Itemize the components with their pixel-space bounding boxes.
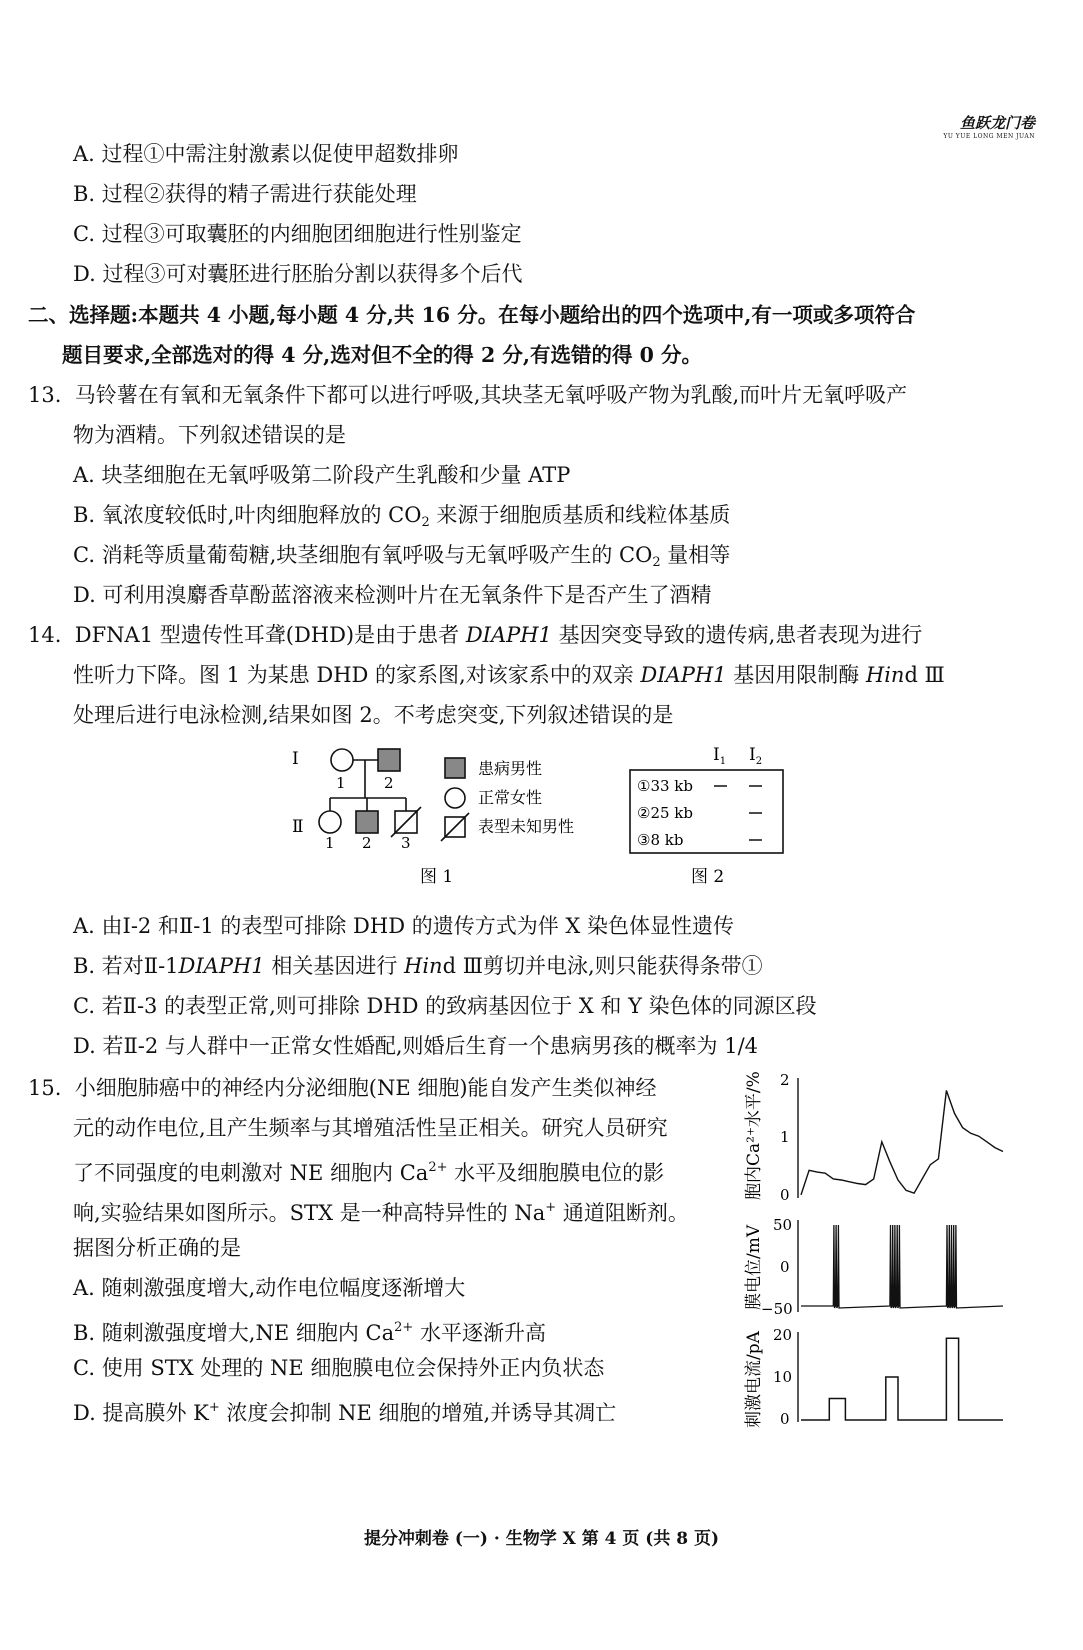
pedigree-i1-number: 1: [336, 774, 346, 792]
figure-2-caption: 图 2: [691, 867, 725, 887]
vm-chart-ylabel: 膜电位/mV: [744, 1224, 764, 1310]
q13-option-a: A. 块茎细胞在无氧呼吸第二阶段产生乳酸和少量 ATP: [73, 463, 571, 487]
generation-2-label: Ⅱ: [292, 817, 304, 837]
legend-unknown-male: 表型未知男性: [478, 817, 575, 836]
q15-stem-line5: 据图分析正确的是: [73, 1236, 241, 1260]
figure-1-caption: 图 1: [420, 867, 454, 887]
electrophoresis-figure: [625, 740, 795, 890]
q14-option-c: C. 若Ⅱ-3 的表型正常,则可排除 DHD 的致病基因位于 X 和 Y 染色体的同源区段: [73, 994, 817, 1018]
q12-option-b: B. 过程②获得的精子需进行获能处理: [73, 182, 417, 206]
q15-option-b: B. 随刺激强度增大,NE 细胞内 $Ca^{2+}$ 水平逐渐升高: [73, 1320, 546, 1345]
section-heading-line2: 题目要求,全部选对的得 4 分,选对但不全的得 2 分,有选错的得 0 分。: [62, 343, 703, 367]
q15-option-a: A. 随刺激强度增大,动作电位幅度逐渐增大: [73, 1276, 466, 1300]
pedigree-ii1-number: 1: [325, 834, 335, 852]
brand-logo: [943, 112, 1035, 140]
q15-stem-line4: 响,实验结果如图所示。STX 是一种高特异性的 Na+ 通道阻断剂。: [73, 1200, 689, 1225]
legend-affected-male-symbol: [445, 758, 465, 778]
q13-stem-line2: 物为酒精。下列叙述错误的是: [73, 423, 346, 447]
fig2-col1-header: $Ⅰ_1$: [713, 745, 727, 767]
vm-tick-0: 0: [780, 1258, 790, 1276]
pedigree-ii2-affected-male: [356, 811, 378, 833]
q13-option-d: D. 可利用溴麝香草酚蓝溶液来检测叶片在无氧条件下是否产生了酒精: [73, 583, 712, 607]
ca-chart-ylabel: 胞内Ca²⁺水平/%: [744, 1071, 764, 1200]
logo-subtext: YU YUE LONG MEN JUAN: [943, 133, 1035, 140]
pedigree-i2-affected-male: [378, 749, 400, 771]
q14-option-a: A. 由Ⅰ-2 和Ⅱ-1 的表型可排除 DHD 的遗传方式为伴 X 染色体显性遗传: [73, 914, 735, 938]
ca-level-line: [801, 1091, 1003, 1195]
pedigree-i1-female: [331, 749, 353, 771]
q12-option-c: C. 过程③可取囊胚的内细胞团细胞进行性别鉴定: [73, 222, 522, 246]
ca-tick-2: 2: [780, 1071, 790, 1089]
q14-option-d: D. 若Ⅱ-2 与人群中一正常女性婚配,则婚后生育一个患病男孩的概率为 1/4: [73, 1034, 759, 1058]
generation-1-label: Ⅰ: [292, 749, 299, 769]
pedigree-ii3-number: 3: [401, 834, 411, 852]
q14-stem-line3: 处理后进行电泳检测,结果如图 2。不考虑突变,下列叙述错误的是: [73, 703, 674, 727]
pedigree-ii2-number: 2: [362, 834, 372, 852]
ca-tick-0: 0: [780, 1186, 790, 1204]
logo-text: 鱼跃龙门卷: [959, 114, 1035, 132]
q15-stem-line1: 15. 小细胞肺癌中的神经内分泌细胞(NE 细胞)能自发产生类似神经: [28, 1076, 657, 1100]
stimulus-current-line: [801, 1338, 1003, 1420]
vm-tick-neg50: −50: [761, 1300, 793, 1318]
section-heading-line1: 二、选择题:本题共 4 小题,每小题 4 分,共 16 分。在每小题给出的四个选项中,有一项或多项符合: [28, 303, 916, 327]
pedigree-i2-number: 2: [384, 774, 394, 792]
q14-option-b: B. 若对Ⅱ-1DIAPH1 相关基因进行 Hind Ⅲ剪切并电泳,则只能获得条带①: [73, 954, 763, 978]
fig2-band3-label: ③8 kb: [637, 831, 684, 849]
q15-stem-line3: 了不同强度的电刺激对 NE 细胞内 $Ca^{2+}$ 水平及细胞膜电位的影: [73, 1160, 665, 1185]
q12-option-a: A. 过程①中需注射激素以促使甲超数排卵: [73, 142, 459, 166]
legend-normal-female: 正常女性: [478, 788, 543, 807]
q14-stem-line1: 14. DFNA1 型遗传性耳聋(DHD)是由于患者 DIAPH1 基因突变导致的遗传病,患者表现为进行: [28, 623, 923, 647]
pedigree-figure: [280, 740, 600, 890]
q14-stem-line2: 性听力下降。图 1 为某患 DHD 的家系图,对该家系中的双亲 DIAPH1 基因用限制酶 Hind Ⅲ: [73, 663, 945, 687]
q12-option-d: D. 过程③可对囊胚进行胚胎分割以获得多个后代: [73, 262, 523, 286]
stim-tick-10: 10: [773, 1368, 793, 1386]
fig2-band2-label: ②25 kb: [637, 804, 693, 822]
page-footer: 提分冲刺卷 (一) · 生物学 X 第 4 页 (共 8 页): [363, 1529, 720, 1549]
q13-stem-line1: 13. 马铃薯在有氧和无氧条件下都可以进行呼吸,其块茎无氧呼吸产物为乳酸,而叶片无氧呼吸产: [28, 383, 908, 407]
membrane-potential-line: [801, 1225, 1003, 1308]
q15-stem-line2: 元的动作电位,且产生频率与其增殖活性呈正相关。研究人员研究: [73, 1116, 668, 1140]
q15-charts: [735, 1070, 1035, 1435]
fig2-col2-header: $Ⅰ_2$: [749, 745, 763, 767]
ca-tick-1: 1: [780, 1128, 790, 1146]
q15-option-c: C. 使用 STX 处理的 NE 细胞膜电位会保持外正内负状态: [73, 1356, 605, 1380]
vm-tick-50: 50: [773, 1216, 793, 1234]
q13-option-c: C. 消耗等质量葡萄糖,块茎细胞有氧呼吸与无氧呼吸产生的 $CO_2$ 量相等: [73, 543, 731, 570]
stim-chart-ylabel: 刺激电流/pA: [744, 1331, 764, 1428]
pedigree-ii1-female: [319, 811, 341, 833]
stim-tick-20: 20: [773, 1326, 793, 1344]
legend-affected-male: 患病男性: [478, 759, 543, 778]
fig2-band1-label: ①33 kb: [637, 777, 693, 795]
q15-option-d: D. 提高膜外 K+ 浓度会抑制 NE 细胞的增殖,并诱导其凋亡: [73, 1400, 617, 1425]
q13-option-b: B. 氧浓度较低时,叶肉细胞释放的 $CO_2$ 来源于细胞质基质和线粒体基质: [73, 503, 731, 530]
stim-tick-0: 0: [780, 1410, 790, 1428]
legend-normal-female-symbol: [445, 788, 465, 808]
